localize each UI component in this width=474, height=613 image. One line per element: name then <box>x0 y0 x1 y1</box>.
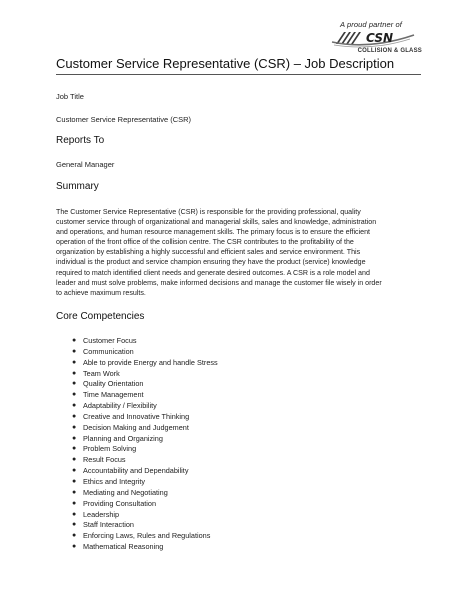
summary-line: individual is the product and service champion ensuring they have the product (service) knowledge <box>56 258 366 267</box>
bullet-icon: ● <box>72 488 77 496</box>
bullet-icon: ● <box>72 391 77 399</box>
csn-logo-mark-icon <box>330 29 416 48</box>
bullet-icon: ● <box>72 477 77 485</box>
document-page: A proud partner of CSN COLLISION & GLASS Customer Service Representative (CSR) – Job Description Job Title Customer Service Representative (CSR) Reports To General Manager Summary The Customer Service Representative (CSR) is responsible for the providing professional, quality customer service through of organizational and managerial skills, sales and knowledge, administration and operations, and human resource management skills. The primary focus is to ensure the efficient operation of the front office of the collision centre. The CSR contributes to the profitability of the organization by establishing a highly successful and efficient sales and service environment. This individual is the product and service champion ensuring they have the product (service) knowledge required to match identified client needs and generate desired outcomes. A CSR is a role model and leader and must solve problems, make informed decisions and manage the customer file wisely in order to achieve maximum results. Core Competencies ● Customer Focus ● Communication ● Able to provide Energy and handle Stress ● Team Work ● Quality Orientation ● Time Management ● Adaptability / Flexibility ● Creative and Innovative Thinking ● Decision Making and Judgement ● Planning and Organizing ● Problem Solving ● Result Focus ● Accountability and Dependability ● Ethics and Integrity ● Mediating and Negotiating ● Providing Consultation ● Leadership ● Staff Interaction ● Enforcing Laws, Rules and Regulations ● Mathematical Reasoning <box>56 20 422 552</box>
bullet-icon: ● <box>72 532 77 540</box>
bullet-icon: ● <box>72 369 77 377</box>
bullet-icon: ● <box>72 521 77 529</box>
bullet-icon: ● <box>72 510 77 518</box>
bullet-icon: ● <box>72 499 77 507</box>
summary-line: to achieve maximum results. <box>56 288 146 297</box>
title-divider <box>56 74 421 75</box>
page-title: Customer Service Representative (CSR) – Job Description <box>56 56 395 71</box>
core-competencies-heading: Core Competencies <box>56 311 145 322</box>
summary-line: operation of the front office of the collision centre. The CSR contributes to the profitability of the <box>56 238 354 247</box>
bullet-icon: ● <box>72 380 77 388</box>
reports-to-heading: Reports To <box>56 135 105 146</box>
summary-line: organization by establishing a highly successful and efficient sales and service environment. This <box>56 248 361 257</box>
summary-line: leader and must solve problems, make informed decisions and manage the customer file wisely in order <box>56 278 382 287</box>
summary-line: and operations, and human resource management skills. The primary focus is to ensure the efficient <box>56 228 371 237</box>
summary-line: required to match identified client needs and generate desired outcomes. A CSR is a role model and <box>56 268 370 277</box>
bullet-icon: ● <box>72 337 77 344</box>
reports-to-value: General Manager <box>56 160 115 169</box>
bullet-icon: ● <box>72 402 77 410</box>
bullet-icon: ● <box>72 456 77 464</box>
bullet-icon: ● <box>72 412 77 420</box>
logo-tagline: A proud partner of <box>340 20 402 29</box>
bullet-icon: ● <box>72 445 77 453</box>
bullet-icon: ● <box>72 358 77 366</box>
bullet-icon: ● <box>72 467 77 475</box>
job-title-label: Job Title <box>56 92 84 101</box>
bullet-icon: ● <box>72 347 77 355</box>
svg-text:CSN: CSN <box>366 31 394 45</box>
summary-line: customer service through of organizational and managerial skills, sales and knowledge, administration <box>56 218 377 227</box>
bullet-icon: ● <box>72 543 77 551</box>
logo-subline: COLLISION & GLASS <box>357 48 422 54</box>
summary-line: The Customer Service Representative (CSR) is responsible for the providing professional, quality <box>56 208 361 216</box>
summary-heading: Summary <box>56 181 99 192</box>
summary-paragraph <box>56 207 418 298</box>
csn-logo <box>320 20 422 58</box>
bullet-icon: ● <box>72 423 77 431</box>
bullet-icon: ● <box>72 434 77 442</box>
job-title-value: Customer Service Representative (CSR) <box>56 115 192 124</box>
